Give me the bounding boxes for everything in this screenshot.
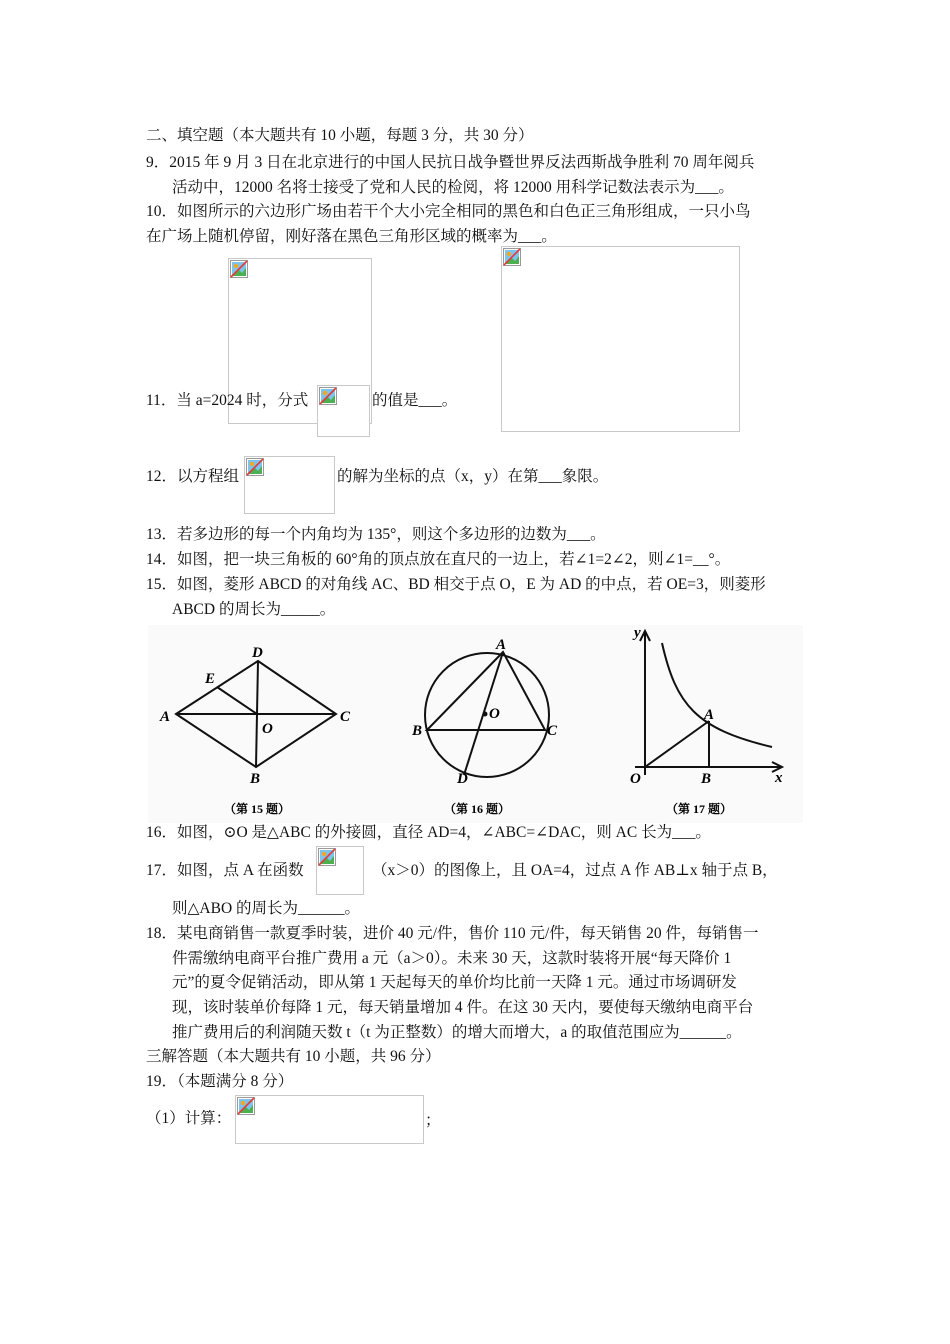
q12-equation-system-placeholder xyxy=(244,456,335,514)
broken-image-icon xyxy=(230,260,248,278)
q11-before: 11．当 a=2024 时，分式 xyxy=(146,392,309,409)
q15-line2: ABCD 的周长为_____。 xyxy=(172,601,336,618)
q9-line1: 9．2015 年 9 月 3 日在北京进行的中国人民抗日战争暨世界反法西斯战争胜利 70 周年阅兵 xyxy=(146,154,755,171)
q15-line1: 15．如图，菱形 ABCD 的对角线 AC、BD 相交于点 O，E 为 AD 的中点，若 OE=3，则菱形 xyxy=(146,576,766,593)
section2-heading: 二、填空题（本大题共有 10 小题，每题 3 分，共 30 分） xyxy=(146,127,534,144)
fig15-label-E: E xyxy=(205,671,216,687)
q17-function-placeholder xyxy=(316,846,364,895)
q9-line2: 活动中，12000 名将士接受了党和人民的检阅，将 12000 用科学记数法表示为___。 xyxy=(172,179,734,196)
q10-line1: 10．如图所示的六边形广场由若干个大小完全相同的黑色和白色正三角形组成，一只小鸟 xyxy=(146,203,751,220)
q18-line1: 18．某电商销售一款夏季时装，进价 40 元/件，售价 110 元/件，每天销售 20 件，每销售一 xyxy=(146,925,759,942)
q17-after: （x＞0）的图像上，且 OA=4，过点 A 作 AB⊥x 轴于点 B， xyxy=(372,862,778,879)
q17-before: 17．如图，点 A 在函数 xyxy=(146,862,304,879)
geometry-figures xyxy=(148,625,803,823)
fig17-label-A: A xyxy=(704,707,715,723)
fig15-rhombus xyxy=(176,661,336,767)
fig16-label-D: D xyxy=(457,771,468,787)
q18-line5: 推广费用后的利润随天数 t（t 为正整数）的增大而增大，a 的取值范围应为______。 xyxy=(172,1024,742,1041)
fig15-label-C: C xyxy=(340,709,351,725)
q19-expression-placeholder xyxy=(235,1095,424,1144)
fig15-label-B: B xyxy=(250,771,261,787)
section3-heading: 三解答题（本大题共有 10 小题，共 96 分） xyxy=(146,1048,441,1065)
q19-part1-end: ； xyxy=(425,1112,441,1129)
q18-line4: 现，该时装单价每降 1 元，每天销量增加 4 件。在这 30 天内，要使每天缴纳电商平台 xyxy=(172,999,754,1016)
fig16-label-C: C xyxy=(547,723,558,739)
fig17-label-O: O xyxy=(630,771,641,787)
fig16-caption: （第 16 题） xyxy=(444,802,511,816)
q18-line2: 件需缴纳电商平台推广费用 a 元（a＞0）。未来 30 天，这款时装将开展“每天降价 1 xyxy=(172,950,732,967)
q18-line3: 元”的夏令促销活动，即从第 1 天起每天的单价均比前一天降 1 元。通过市场调研发 xyxy=(172,974,737,991)
q13-text: 13．若多边形的每一个内角均为 135°，则这个多边形的边数为___。 xyxy=(146,526,606,543)
broken-image-icon xyxy=(318,848,336,866)
fig17-hyperbola xyxy=(662,643,772,747)
fig16-label-A: A xyxy=(496,637,507,653)
q16-text: 16．如图，⊙O 是△ABC 的外接圆，直径 AD=4，∠ABC=∠DAC，则 AC 长为___。 xyxy=(146,824,711,841)
q19-part1-label: （1）计算： xyxy=(146,1110,232,1127)
broken-image-icon xyxy=(237,1097,255,1115)
fig17-label-y: y xyxy=(634,625,641,641)
q12-after: 的解为坐标的点（x，y）在第___象限。 xyxy=(337,468,609,485)
fig17-label-B: B xyxy=(701,771,712,787)
fig15-caption: （第 15 题） xyxy=(224,802,291,816)
broken-image-icon xyxy=(503,248,521,266)
q14-text: 14．如图，把一块三角板的 60°角的顶点放在直尺的一边上，若∠1=2∠2，则∠1=__°。 xyxy=(146,551,731,568)
fig16-label-O: O xyxy=(489,706,500,722)
fig17-label-x: x xyxy=(775,770,783,786)
fig17-triangle xyxy=(645,721,709,767)
fig16-center-dot xyxy=(483,712,488,717)
fig15-label-D: D xyxy=(252,645,263,661)
broken-image-icon xyxy=(319,387,337,405)
q10-line2: 在广场上随机停留，刚好落在黑色三角形区域的概率为___。 xyxy=(146,228,557,245)
fig15-label-O: O xyxy=(262,721,273,737)
q11-after: 的值是___。 xyxy=(372,392,458,409)
q12-before: 12．以方程组 xyxy=(146,468,240,485)
broken-image-icon xyxy=(246,458,264,476)
q11-fraction-placeholder xyxy=(317,385,370,437)
triangle-ruler-figure-placeholder xyxy=(501,246,740,432)
fig15-label-A: A xyxy=(160,709,171,725)
fig17-caption: （第 17 题） xyxy=(666,802,733,816)
figures-strip xyxy=(148,625,803,823)
fig16-label-B: B xyxy=(412,723,423,739)
q19-heading: 19．（本题满分 8 分） xyxy=(146,1073,294,1090)
q17-line2: 则△ABO 的周长为______。 xyxy=(172,900,361,917)
